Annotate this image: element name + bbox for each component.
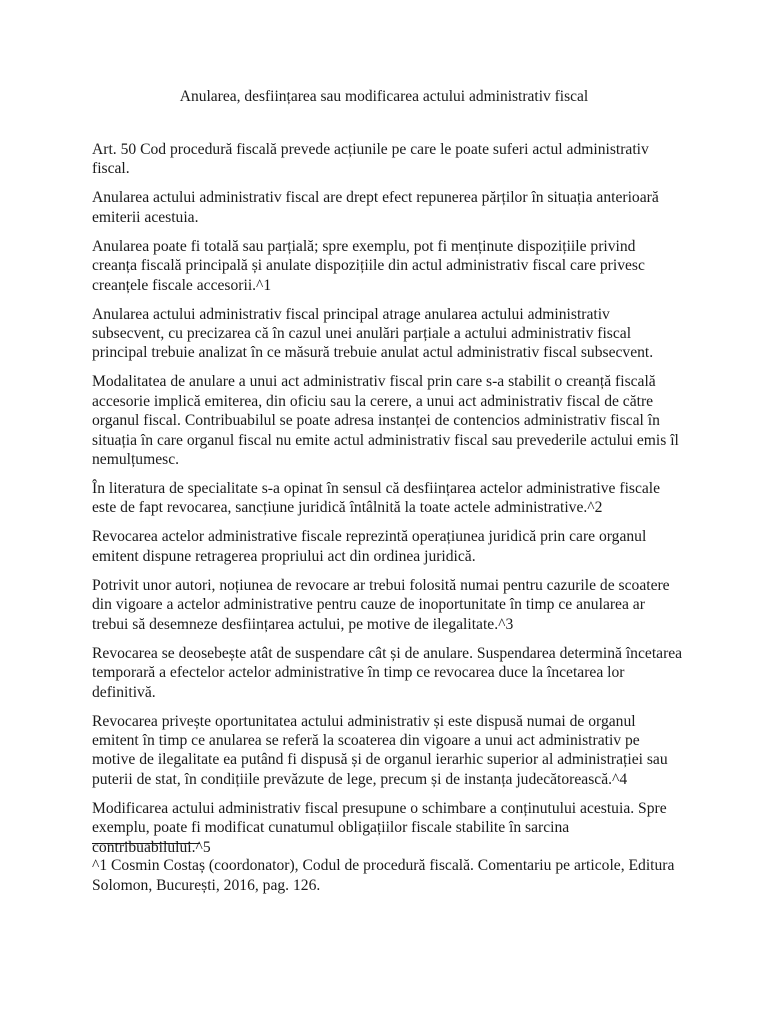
- document-title: Anularea, desființarea sau modificarea actului administrativ fiscal: [179, 88, 589, 105]
- paragraph: Revocarea actelor administrative fiscale reprezintă operațiunea juridică prin care organul emitent dispune retragerea propriului act din ordinea juridică.: [92, 528, 647, 565]
- paragraph: Revocarea se deosebește atât de suspendare cât și de anulare. Suspendarea determină încetarea temporară a efectelor actelor administrative în timp ce revocarea duce la încetarea lor definitivă.: [92, 644, 683, 701]
- footnote-separator: [92, 843, 200, 844]
- footnote: ^1 Cosmin Costaș (coordonator), Codul de procedură fiscală. Comentariu pe articole, Editura Solomon, București, 2016, pag. 126.: [92, 857, 675, 894]
- paragraph: Anularea actului administrativ fiscal principal atrage anularea actului administrativ subsecvent, cu precizarea că în cazul unei anulări parțiale a actului administrativ fiscal principal trebuie analizat în ce măsură trebuie anulat actul administrativ fiscal subsecvent.: [92, 305, 654, 362]
- paragraph: Modificarea actului administrativ fiscal presupune o schimbare a conținutului acestuia. Spre exemplu, poate fi modificat cunatumul obligațiilor fiscale stabilite în sarcina contribuabilului.^5: [92, 799, 667, 856]
- paragraph: Anularea poate fi totală sau parțială; spre exemplu, pot fi menținute dispozițiile privind creanța fiscală principală și anulate dispozițiile din actul administrativ fiscal care privesc creanțele fiscale accesorii.^1: [92, 237, 645, 294]
- paragraph: Modalitatea de anulare a unui act administrativ fiscal prin care s-a stabilit o creanță fiscală accesorie implică emiterea, din oficiu sau la cerere, a unui act administrativ fiscal de către organul fiscal. Contribuabilul se poate adresa instanței de contencios administrativ fiscal în situația în care organul fiscal nu emite actul administrativ fiscal sau prevederile actului emis îl nemulțumesc.: [92, 373, 679, 469]
- paragraph: În literatura de specialitate s-a opinat în sensul că desființarea actelor administrative fiscale este de fapt revocarea, sancțiune juridică întâlnită la toate actele administrative.^2: [92, 480, 661, 517]
- paragraph: Anularea actului administrativ fiscal are drept efect repunerea părților în situația anterioară emiterii acestuia.: [92, 189, 659, 226]
- paragraph: Revocarea privește oportunitatea actului administrativ și este dispusă numai de organul emitent în timp ce anularea se referă la scoaterea din vigoare a unui act administrativ pe motive de ilegalitate ea putând fi dispusă și de organul ierarhic superior al administrației sau puterii de stat, în condițiile prevăzute de lege, precum și de instanța judecătorească.^4: [92, 712, 668, 788]
- document-body: [92, 140, 684, 867]
- paragraph: Art. 50 Cod procedură fiscală prevede acțiunile pe care le poate suferi actul administrativ fiscal.: [92, 141, 649, 178]
- paragraph: Potrivit unor autori, noțiunea de revocare ar trebui folosită numai pentru cazurile de scoatere din vigoare a actelor administrative pentru cauze de inoportunitate în timp ce anularea ar trebui să desemneze desființarea actului, pe motive de ilegalitate.^3: [92, 576, 670, 633]
